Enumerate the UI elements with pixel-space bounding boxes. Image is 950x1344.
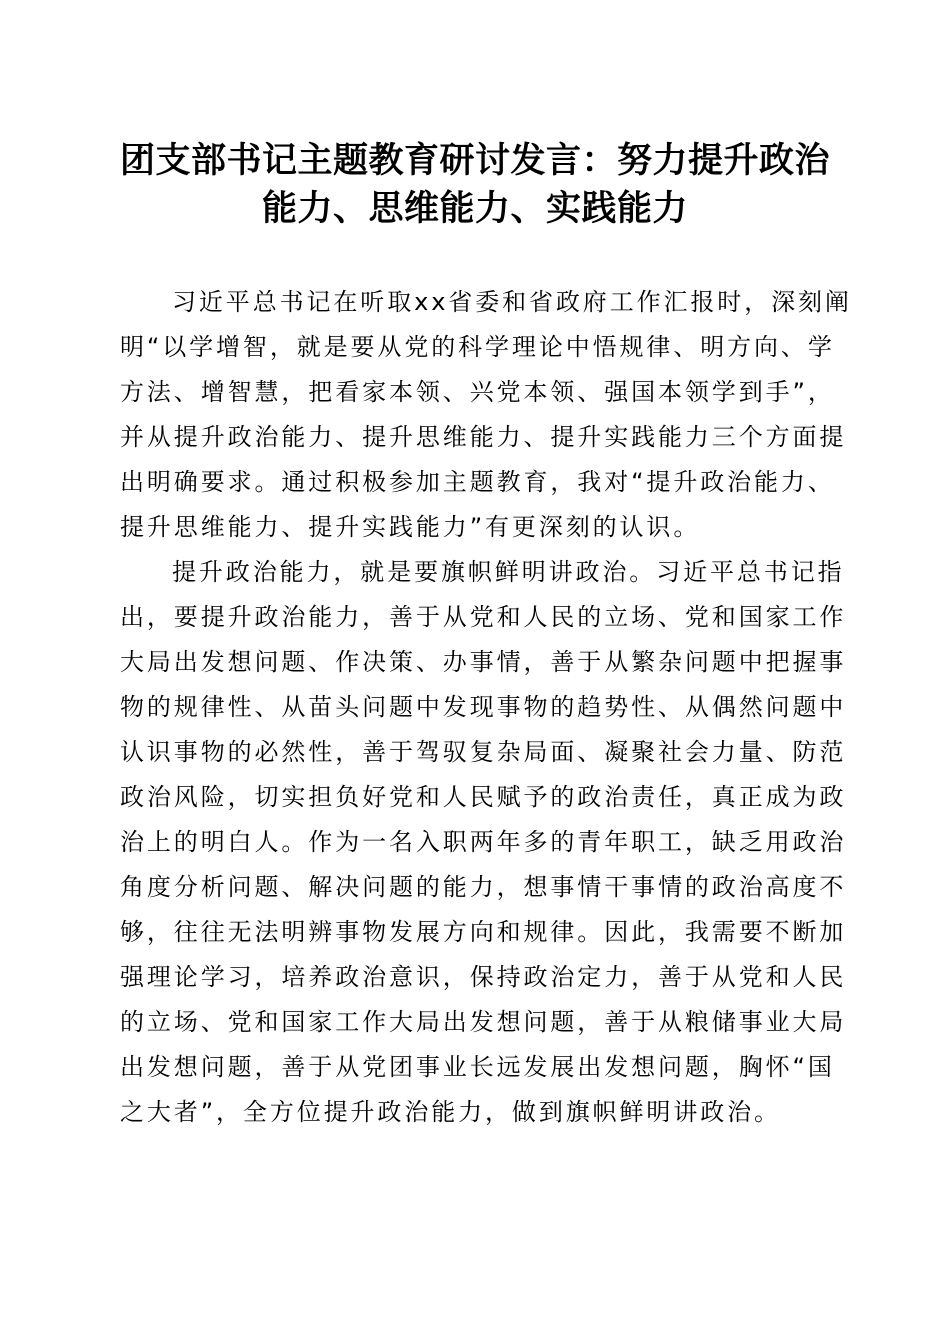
paragraph-line: 出发想问题，善于从党团事业长远发展出发想问题，胸怀“国: [120, 1053, 835, 1081]
paragraph-line: 强理论学习，培养政治意识，保持政治定力，善于从党和人民: [120, 963, 847, 991]
paragraph-line: 出，要提升政治能力，善于从党和人民的立场、党和国家工作: [120, 603, 847, 631]
paragraph-line: 明“以学增智，就是要从党的科学理论中悟规律、明方向、学: [120, 333, 835, 361]
paragraph-line: 的立场、党和国家工作大局出发想问题，善于从粮储事业大局: [120, 1008, 847, 1036]
paragraph-line: 并从提升政治能力、提升思维能力、提升实践能力三个方面提: [120, 423, 847, 451]
paragraph-line: 出明确要求。通过积极参加主题教育，我对“提升政治能力、: [120, 468, 835, 496]
paragraph-line: 物的规律性、从苗头问题中发现事物的趋势性、从偶然问题中: [120, 693, 847, 721]
paragraph-line: 治上的明白人。作为一名入职两年多的青年职工，缺乏用政治: [120, 828, 847, 856]
paragraph-line: 提升思维能力、提升实践能力”有更深刻的认识。: [120, 513, 701, 541]
title-line: 团支部书记主题教育研讨发言：努力提升政治: [119, 140, 830, 181]
paragraph-line: 之大者”，全方位提升政治能力，做到旗帜鲜明讲政治。: [120, 1098, 781, 1126]
title-line: 能力、思维能力、实践能力: [261, 188, 688, 229]
paragraph-line: 够，往往无法明辨事物发展方向和规律。因此，我需要不断加: [120, 918, 847, 946]
paragraph-line: 习近平总书记在听取xx省委和省政府工作汇报时，深刻阐: [172, 288, 852, 316]
paragraph-1: [120, 280, 852, 550]
paragraph-2: [120, 550, 847, 1135]
paragraph-line: 提升政治能力，就是要旗帜鲜明讲政治。习近平总书记指: [172, 558, 845, 586]
paragraph-line: 角度分析问题、解决问题的能力，想事情干事情的政治高度不: [120, 873, 847, 901]
paragraph-line: 认识事物的必然性，善于驾驭复杂局面、凝聚社会力量、防范: [120, 738, 847, 766]
paragraph-line: 政治风险，切实担负好党和人民赋予的政治责任，真正成为政: [120, 783, 847, 811]
paragraph-line: 方法、增智慧，把看家本领、兴党本领、强国本领学到手”，: [120, 378, 835, 406]
document-body: [120, 280, 852, 1135]
document-title: [110, 137, 840, 233]
paragraph-line: 大局出发想问题、作决策、办事情，善于从繁杂问题中把握事: [120, 648, 847, 676]
